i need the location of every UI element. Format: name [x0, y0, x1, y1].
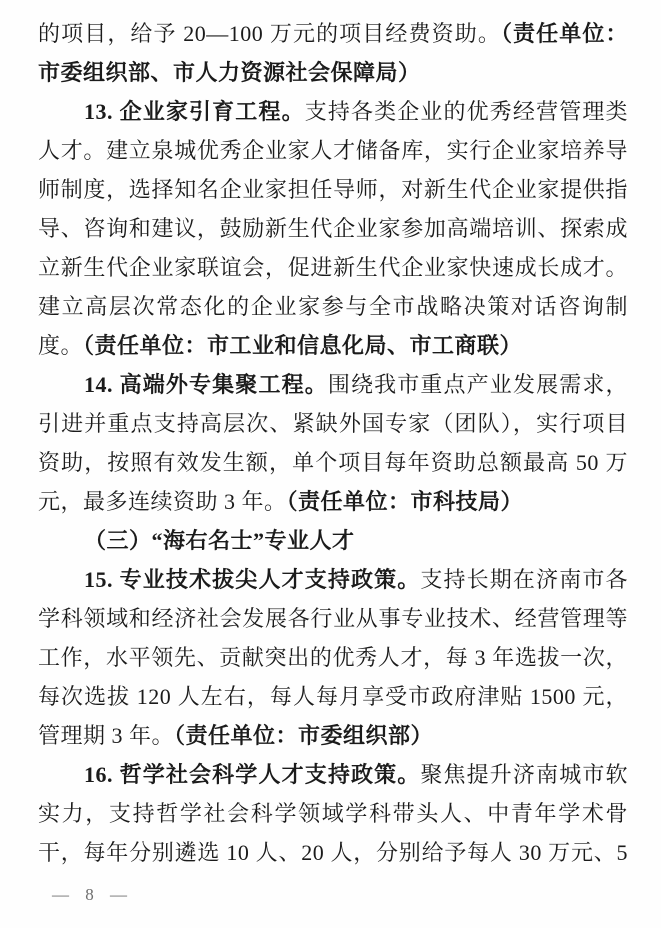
body-text: 度。	[38, 333, 84, 358]
body-text: 导、咨询和建议，鼓励新生代企业家参加高端培训、探索成	[38, 216, 628, 241]
emphasis-text: 14. 高端外专集聚工程。	[84, 372, 328, 397]
text-line	[38, 482, 628, 521]
body-text: 人才。建立泉城优秀企业家人才储备库，实行企业家培养导	[38, 138, 628, 163]
emphasis-text: （责任单位：市委组织部）	[174, 723, 434, 748]
body-text: 支持各类企业的优秀经营管理类	[304, 99, 628, 124]
text-line	[38, 248, 628, 287]
text-line	[38, 443, 628, 482]
text-line	[38, 170, 628, 209]
body-text: 的项目，给予 20—100 万元的项目经费资助。	[38, 21, 501, 46]
text-line	[38, 92, 628, 131]
emphasis-text: 13. 企业家引育工程。	[84, 99, 305, 124]
text-line	[38, 131, 628, 170]
body-text: 建立高层次常态化的企业家参与全市战略决策对话咨询制	[38, 294, 628, 319]
body-text: 工作，水平领先、贡献突出的优秀人才，每 3 年选拔一次，	[38, 645, 628, 670]
text-line	[38, 287, 628, 326]
emphasis-text: （责任单位：市科技局）	[286, 489, 524, 514]
body-text: 干，每年分别遴选 10 人、20 人，分别给予每人 30 万元、5	[38, 840, 628, 865]
text-line	[38, 716, 628, 755]
text-line	[38, 326, 628, 365]
page-number: — 8 —	[52, 885, 133, 904]
emphasis-text: 15. 专业技术拔尖人才支持政策。	[84, 567, 421, 592]
text-line	[38, 365, 628, 404]
body-text: 管理期 3 年。	[38, 723, 175, 748]
text-line	[38, 638, 628, 677]
emphasis-text: 市委组织部、市人力资源社会保障局）	[38, 60, 421, 85]
emphasis-text: （责任单位：	[500, 21, 628, 46]
body-text: 师制度，选择知名企业家担任导师，对新生代企业家提供指	[38, 177, 628, 202]
text-line	[38, 599, 628, 638]
body-text: 引进并重点支持高层次、紧缺外国专家（团队），实行项目	[38, 411, 628, 436]
text-line	[38, 677, 628, 716]
emphasis-text: 16. 哲学社会科学人才支持政策。	[84, 762, 421, 787]
body-text: 实力，支持哲学社会科学领域学科带头人、中青年学术骨	[38, 801, 628, 826]
text-line	[38, 560, 628, 599]
text-line	[38, 794, 628, 833]
text-line	[38, 209, 628, 248]
body-text: 聚焦提升济南城市软	[420, 762, 628, 787]
text-line	[38, 404, 628, 443]
emphasis-text: （责任单位：市工业和信息化局、市工商联）	[83, 333, 523, 358]
body-text: 支持长期在济南市各	[420, 567, 628, 592]
document-text-block	[38, 14, 628, 872]
text-line	[38, 521, 628, 560]
text-line	[38, 53, 628, 92]
body-text: 元，最多连续资助 3 年。	[38, 489, 287, 514]
text-line	[38, 833, 628, 872]
body-text: 立新生代企业家联谊会，促进新生代企业家快速成长成才。	[38, 255, 628, 280]
text-line	[38, 755, 628, 794]
body-text: 资助，按照有效发生额，单个项目每年资助总额最高 50 万	[38, 450, 628, 475]
body-text: 学科领域和经济社会发展各行业从事专业技术、经营管理等	[38, 606, 628, 631]
body-text: 围绕我市重点产业发展需求，	[327, 372, 628, 397]
body-text: 每次选拔 120 人左右，每人每月享受市政府津贴 1500 元，	[38, 684, 628, 709]
emphasis-text: （三）“海右名士”专业人才	[84, 528, 355, 553]
text-line	[38, 14, 628, 53]
